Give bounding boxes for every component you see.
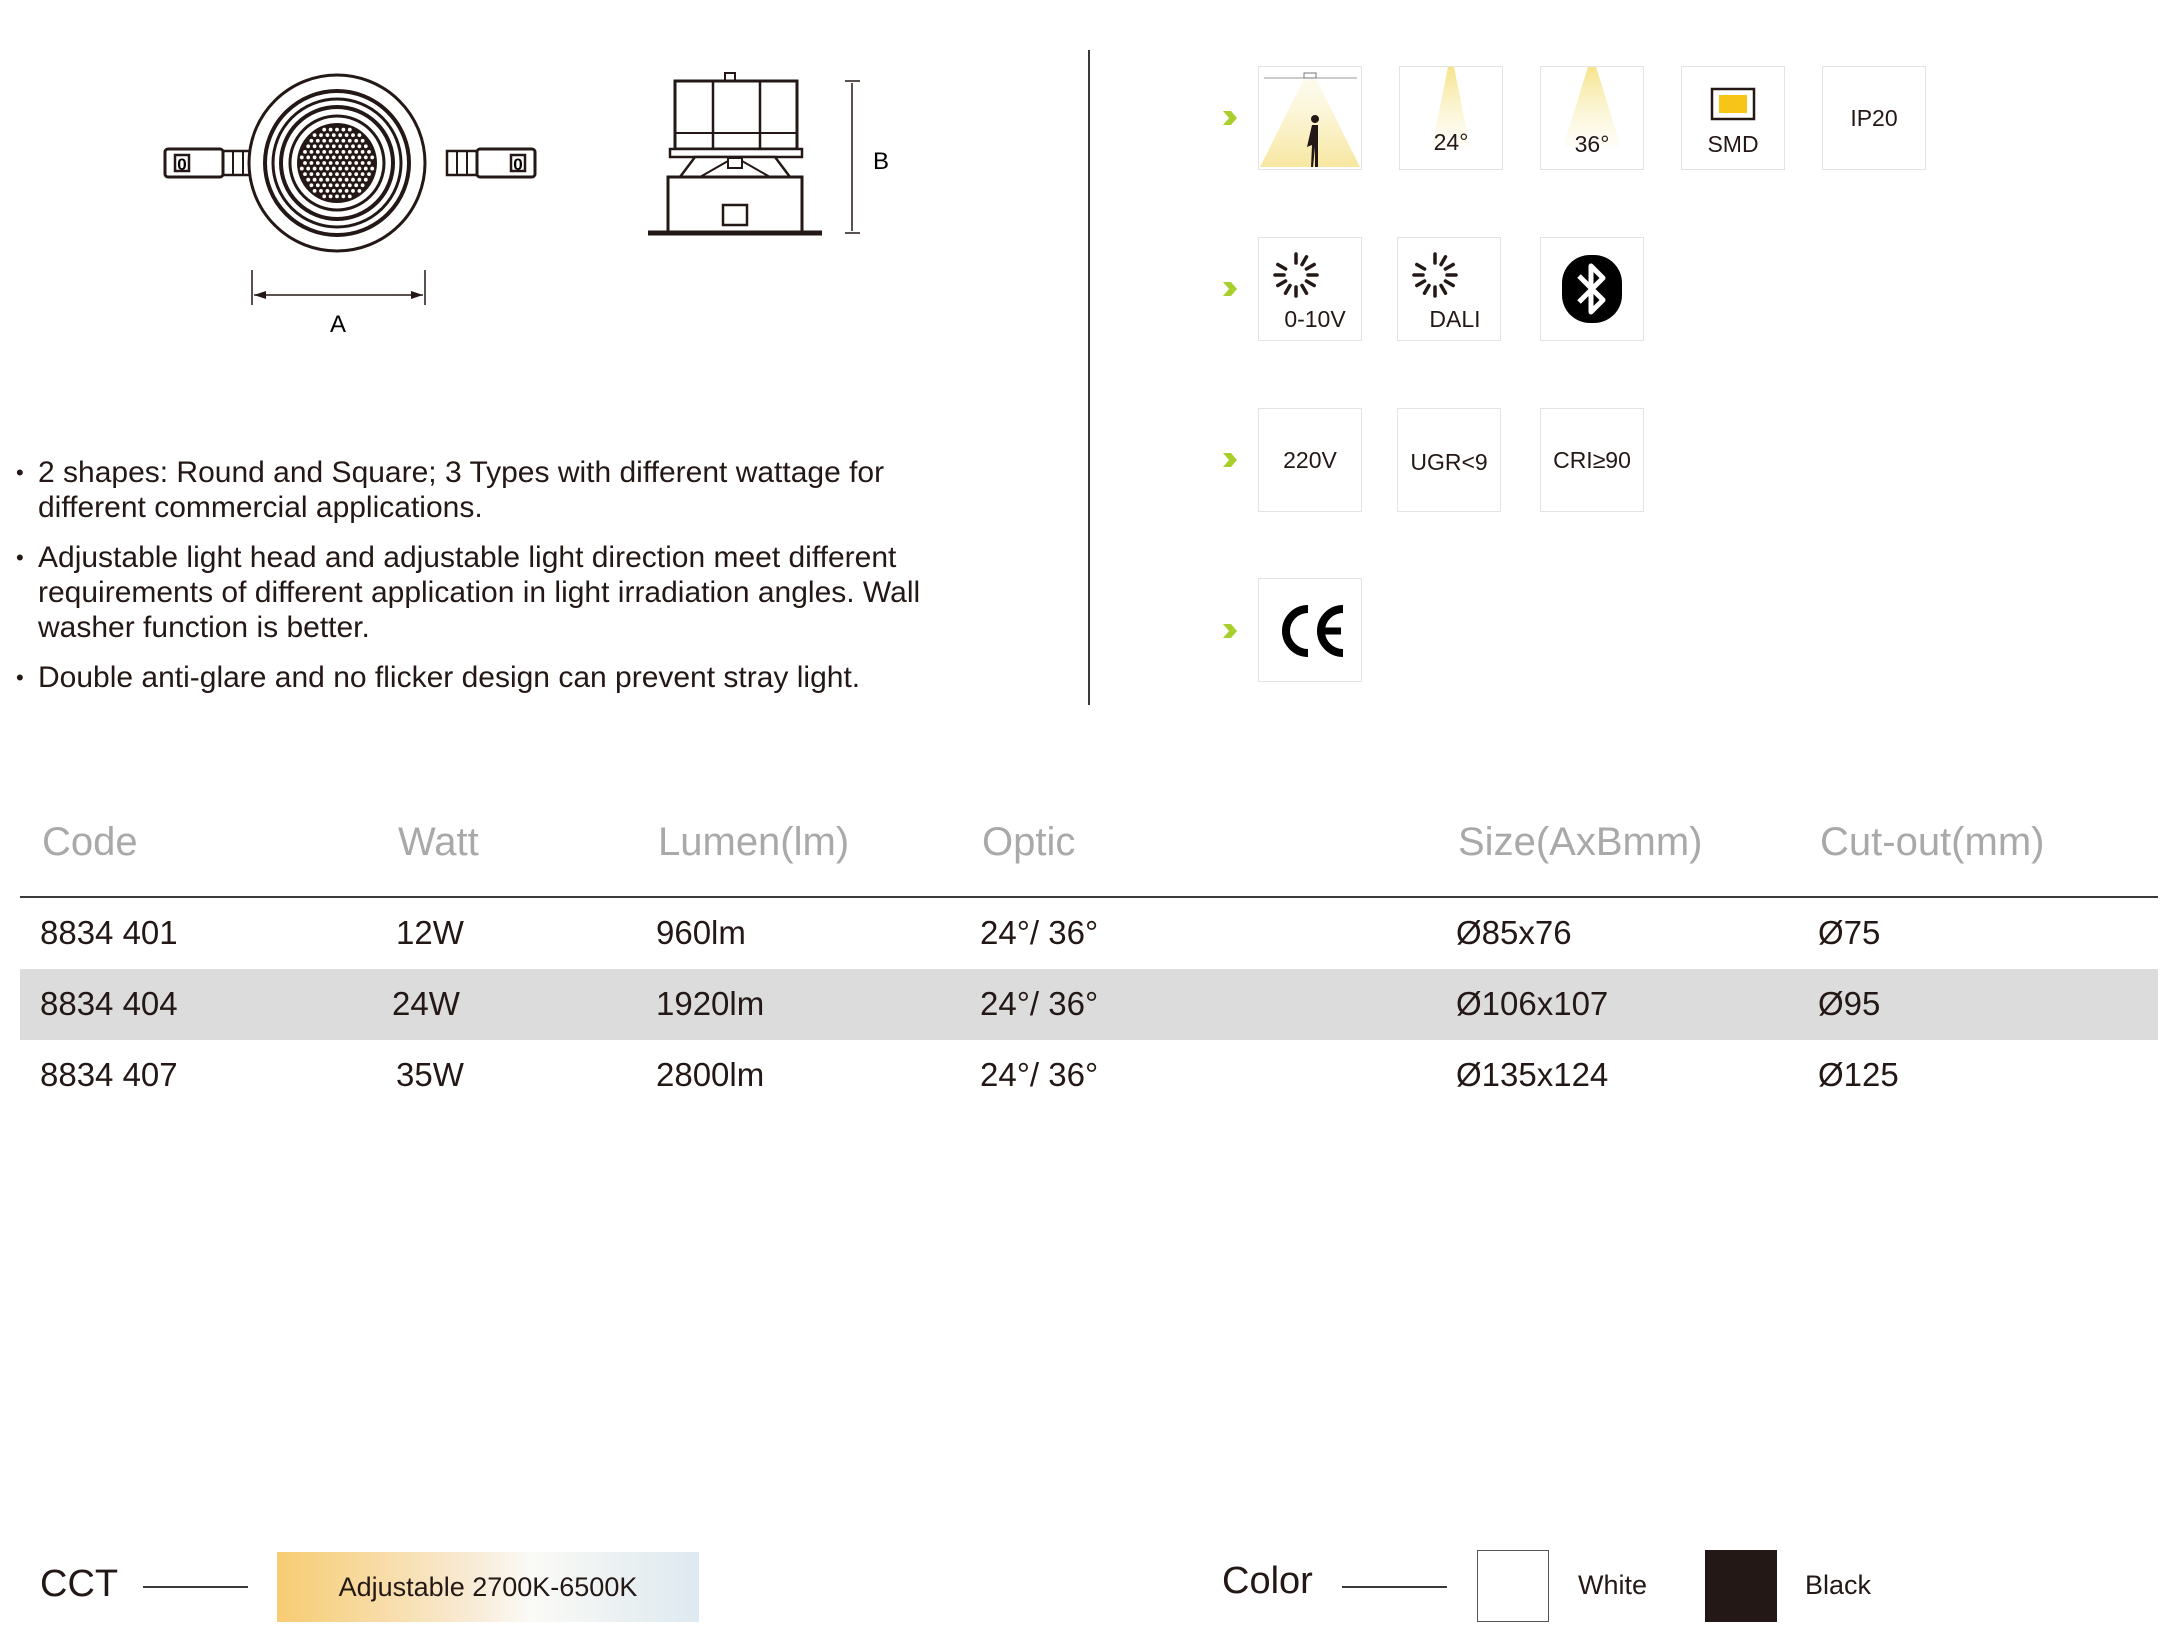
dali-icon-box: DALI bbox=[1397, 237, 1501, 341]
spec-table bbox=[20, 820, 2158, 1111]
vertical-divider bbox=[1088, 50, 1090, 705]
dimension-b-label: B bbox=[873, 148, 890, 175]
chevron-right-icon bbox=[1222, 452, 1238, 468]
beam-24-icon-box: 24° bbox=[1399, 66, 1503, 170]
white-swatch bbox=[1477, 1550, 1549, 1622]
chevron-right-icon bbox=[1222, 281, 1238, 297]
feature-list bbox=[16, 455, 976, 710]
cct-gradient-bar: Adjustable 2700K-6500K bbox=[277, 1552, 699, 1622]
dimming-0-10v-icon-box: 0-10V bbox=[1258, 237, 1362, 341]
table-header bbox=[20, 820, 2158, 898]
header-optic: Optic bbox=[982, 820, 1076, 864]
ip-rating-label: IP20 bbox=[1850, 105, 1898, 131]
feature-item: • Double anti-glare and no flicker design can prevent stray light. bbox=[16, 661, 861, 694]
ce-mark-icon bbox=[1277, 603, 1347, 659]
side-view-drawing bbox=[640, 65, 900, 265]
feature-item: • Adjustable light head and adjustable light direction meet different requirements of different application in light irradiation angles. Wall washer function is better. bbox=[16, 541, 921, 644]
beam-36-icon-box: 36° bbox=[1540, 66, 1644, 170]
svg-text:0: 0 bbox=[513, 155, 523, 174]
table-row: 8834 401 12W 960lm 24°/ 36° Ø85x76 Ø75 bbox=[40, 914, 1881, 951]
table-row: 8834 407 35W 2800lm 24°/ 36° Ø135x124 Ø125 bbox=[40, 1056, 1899, 1093]
smd-chip-icon bbox=[1710, 87, 1756, 123]
spotlight-person-icon bbox=[1260, 67, 1361, 168]
cct-leader-line bbox=[143, 1586, 248, 1588]
chevron-right-icon bbox=[1222, 623, 1238, 639]
ce-mark-icon-box bbox=[1258, 578, 1362, 682]
bluetooth-icon-box bbox=[1540, 237, 1644, 341]
black-label: Black bbox=[1805, 1570, 1872, 1600]
ip-rating-icon-box bbox=[1822, 66, 1926, 170]
black-swatch bbox=[1705, 1550, 1777, 1622]
ugr-icon-box: UGR<9 bbox=[1397, 408, 1501, 512]
white-label: White bbox=[1578, 1570, 1648, 1600]
header-cutout: Cut-out(mm) bbox=[1820, 820, 2045, 864]
header-lumen: Lumen(lm) bbox=[658, 820, 850, 864]
dimming-icon bbox=[1410, 250, 1460, 300]
bluetooth-icon bbox=[1561, 254, 1623, 324]
spotlight-icon-box bbox=[1258, 66, 1362, 170]
color-label: Color bbox=[1222, 1560, 1313, 1602]
smd-icon-box: SMD bbox=[1681, 66, 1785, 170]
dimension-a-label: A bbox=[329, 311, 347, 338]
header-size: Size(AxBmm) bbox=[1458, 820, 1703, 864]
dimming-icon bbox=[1271, 250, 1321, 300]
chevron-right-icon bbox=[1222, 110, 1238, 126]
top-view-drawing bbox=[155, 65, 545, 345]
table-row: 8834 404 24W 1920lm 24°/ 36° Ø106x107 Ø95 bbox=[20, 969, 2158, 1040]
cct-label: CCT bbox=[40, 1563, 119, 1605]
header-watt: Watt bbox=[398, 820, 479, 864]
feature-item: • 2 shapes: Round and Square; 3 Types with different wattage for different commercial applications. bbox=[16, 456, 885, 524]
cri-icon-box: CRI≥90 bbox=[1540, 408, 1644, 512]
voltage-icon-box: 220V bbox=[1258, 408, 1362, 512]
svg-text:0: 0 bbox=[177, 155, 187, 174]
header-code: Code bbox=[42, 820, 138, 864]
color-leader-line bbox=[1342, 1586, 1447, 1588]
